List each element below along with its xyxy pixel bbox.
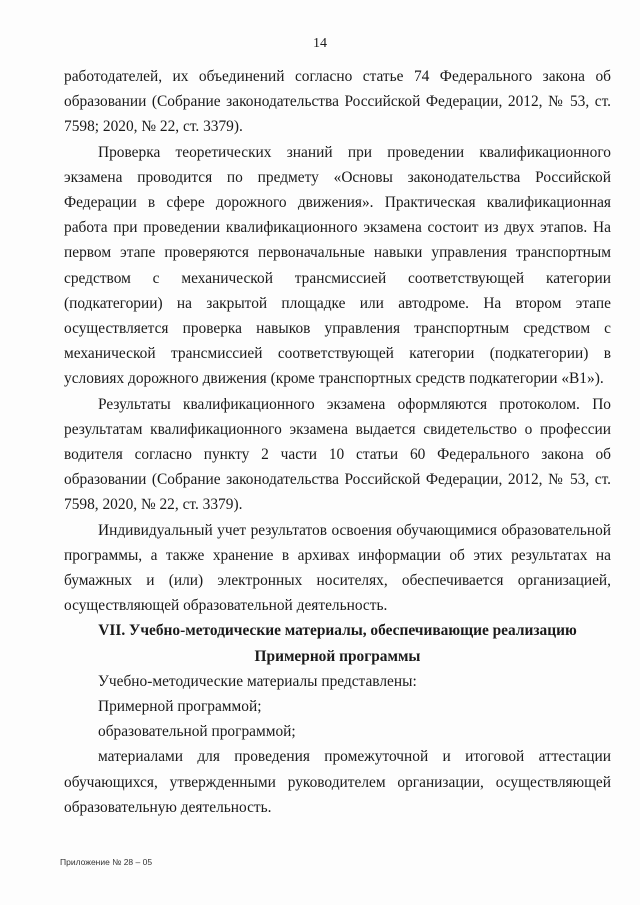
footer-note: Приложение № 28 – 05: [60, 857, 153, 867]
paragraph-2: Проверка теоретических знаний при проведении квалификационного экзамена проводится по предмету «Основы законодательства Российской Федерации в сфере дорожного движения». Практическая квалификационная работа при проведении квалификационного экзамена состоит из двух этапов. На первом этапе проверяются первоначальные навыки управления транспортным средством с механической трансмиссией соответствующей категории (подкатегории) на закрытой площадке или автодроме. На втором этапе осуществляется проверка навыков управления транспортным средством с механической трансмиссией соответствующей категории (подкатегории) в условиях дорожного движения (кроме транспортных средств подкатегории «В1»).: [64, 143, 611, 388]
materials-item-3: материалами для проведения промежуточной и итоговой аттестации обучающихся, утвержденными руководителем организации, осуществляющей образовательную деятельность.: [64, 748, 611, 816]
paragraph-1: работодателей, их объединений согласно статье 74 Федерального закона об образовании (Собрание законодательства Российской Федерации, 2012, № 53, ст. 7598; 2020, № 22, ст. 3379).: [64, 68, 611, 136]
materials-item-2: образовательной программой;: [98, 723, 296, 741]
paragraph-4: Индивидуальный учет результатов освоения обучающимися образовательной программы, а также хранение в архивах информации об этих результатах на бумажных и (или) электронных носителях, обеспечивается организацией, осуществляющей образовательной деятельность.: [64, 521, 611, 615]
section-heading-line-1: VII. Учебно-методические материалы, обеспечивающие реализацию: [98, 622, 577, 640]
page-number: 14: [313, 36, 327, 51]
materials-item-1: Примерной программой;: [98, 698, 262, 716]
materials-intro: Учебно-методические материалы представлены:: [98, 672, 417, 690]
paragraph-3: Результаты квалификационного экзамена оформляются протоколом. По результатам квалификационного экзамена выдается свидетельство о профессии водителя согласно пункту 2 части 10 статьи 60 Федерального закона об образовании (Собрание законодательства Российской Федерации, 2012, № 53, ст. 7598, 2020, № 22, ст. 3379).: [64, 395, 611, 514]
section-heading-line-2: Примерной программы: [254, 647, 421, 665]
document-body: [64, 64, 611, 820]
